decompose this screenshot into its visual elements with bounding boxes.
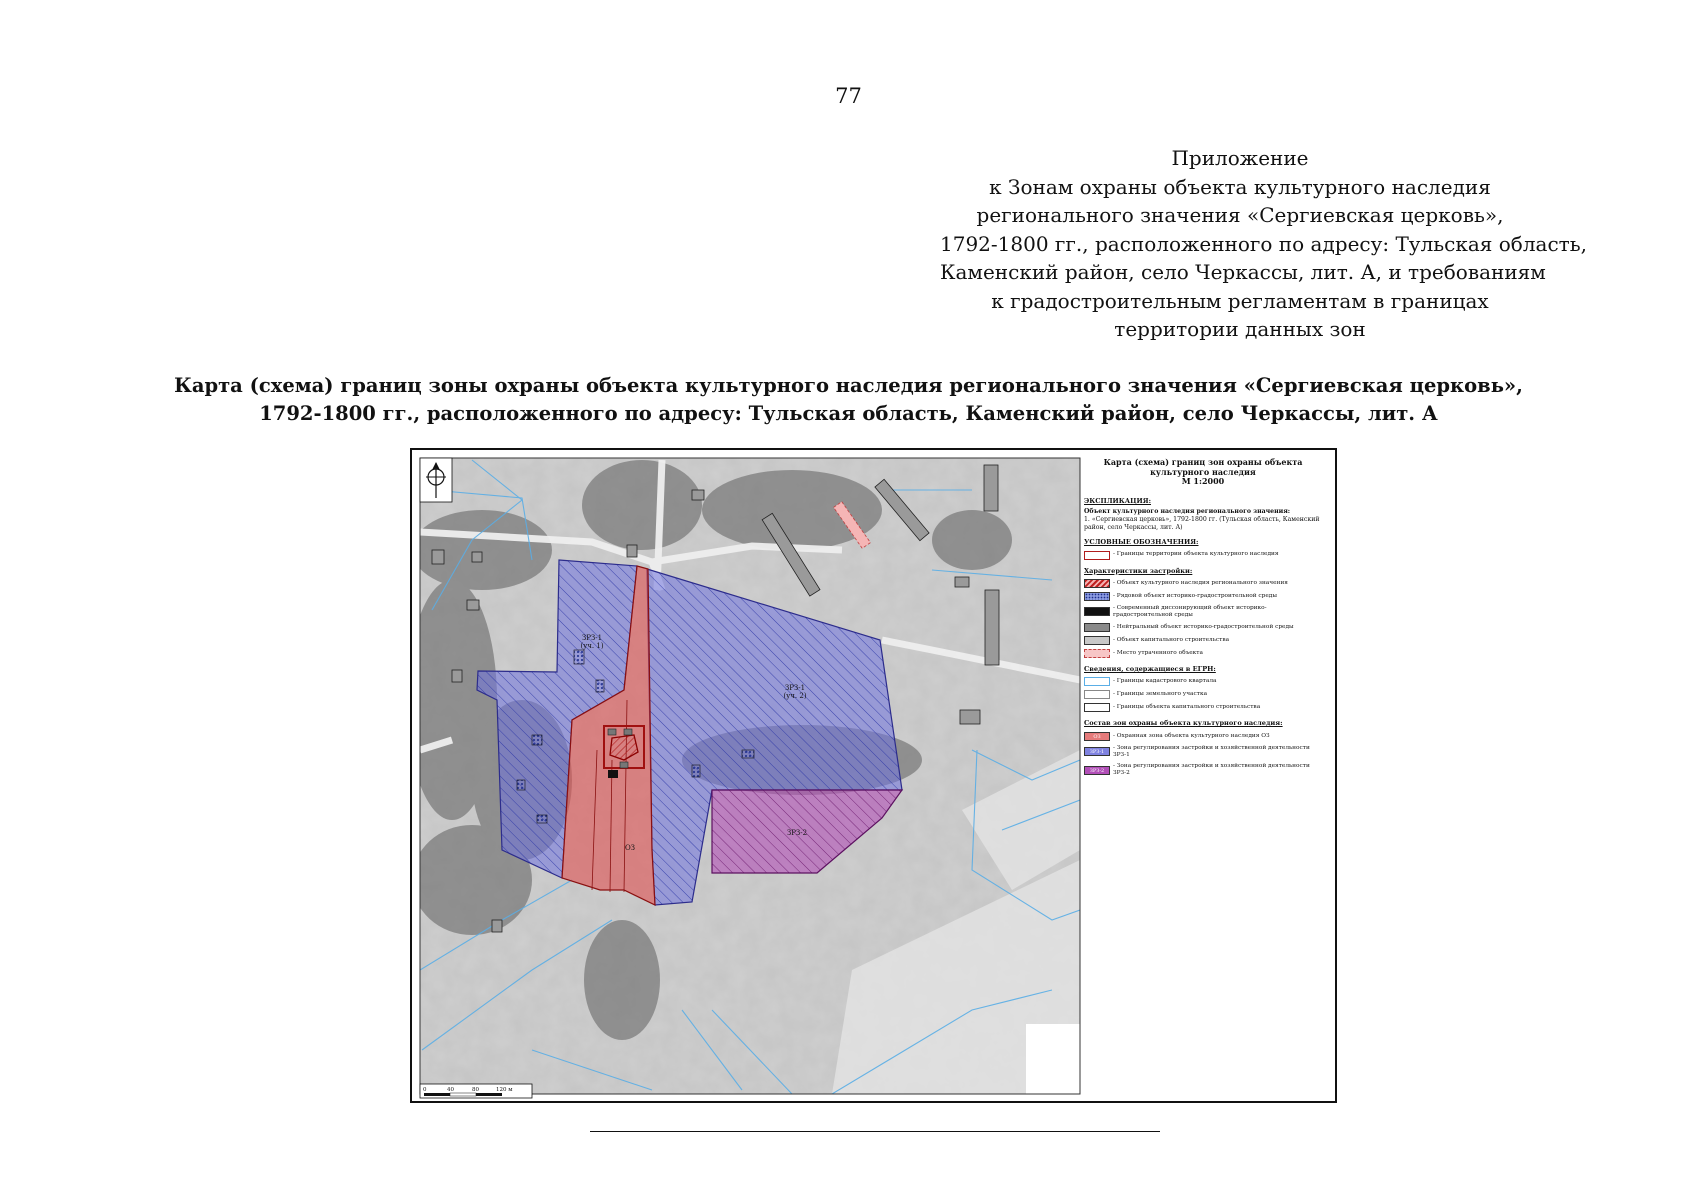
map-title	[0, 372, 1697, 428]
appendix-note	[940, 144, 1587, 344]
scale-label: 40	[447, 1087, 454, 1093]
appendix-line: Приложение	[1171, 146, 1309, 170]
footer-rule	[590, 1131, 1160, 1132]
legend-item-label: - Нейтральный объект историко-градостроительной среды	[1113, 624, 1294, 631]
legend-item	[1084, 690, 1322, 699]
legend-item	[1084, 605, 1322, 619]
legend-swatch	[1084, 592, 1110, 601]
appendix-line: к Зонам охраны объекта культурного наследия	[989, 174, 1491, 199]
scale-label: 0	[423, 1087, 427, 1093]
legend-zone-code: ЗРЗ-2	[1089, 767, 1105, 774]
legend-item-label: - Зона регулирования застройки и хозяйственной деятельности ЗРЗ-1	[1113, 744, 1310, 758]
map-label-zrz1-west: ЗРЗ-1	[581, 634, 603, 642]
legend-swatch	[1084, 703, 1110, 712]
map-title-line: Карта (схема) границ зоны охраны объекта культурного наследия регионального значения «Сергиевская церковь»,	[174, 374, 1523, 397]
legend-item	[1084, 677, 1322, 686]
legend-swatch	[1084, 677, 1110, 686]
legend-item-label: - Объект капитального строительства	[1113, 637, 1230, 644]
map-legend	[1084, 458, 1322, 782]
legend-item	[1084, 649, 1322, 658]
map-label-oz: ОЗ	[624, 844, 636, 852]
map-title-line: 1792-1800 гг., расположенного по адресу: Тульская область, Каменский район, село Черкассы, лит. А	[259, 402, 1438, 425]
appendix-line: Каменский район, село Черкассы, лит. А, и требованиям	[940, 260, 1546, 284]
legend-object-text: 1. «Сергиевская церковь», 1792-1800 гг. (Тульская область, Каменский район, село Черкассы, лит. А)	[1084, 515, 1320, 531]
legend-item	[1084, 745, 1322, 759]
legend-swatch	[1084, 690, 1110, 699]
north-arrow-icon	[420, 458, 452, 502]
legend-item	[1084, 592, 1322, 601]
legend-item-label: - Рядовой объект историко-градостроительной среды	[1113, 592, 1277, 599]
legend-title-line: культурного наследия	[1150, 466, 1256, 477]
map-figure	[410, 448, 1337, 1103]
legend-title	[1084, 458, 1322, 487]
legend-item-label: - Объект культурного наследия регионального значения	[1113, 579, 1288, 586]
legend-explication-header: ЭКСПЛИКАЦИЯ:	[1084, 496, 1151, 505]
appendix-line: территории данных зон	[1114, 317, 1366, 341]
appendix-line: 1792-1800 гг., расположенного по адресу: Тульская область,	[940, 231, 1587, 256]
legend-swatch	[1084, 649, 1110, 658]
legend-swatch	[1084, 551, 1110, 560]
legend-egrn-header: Сведения, содержащиеся в ЕГРН:	[1084, 665, 1216, 674]
legend-item-label: - Охранная зона объекта культурного наследия ОЗ	[1113, 732, 1270, 739]
legend-swatch	[1084, 747, 1110, 756]
legend-swatch	[1084, 732, 1110, 741]
legend-item	[1084, 551, 1322, 560]
legend-item-label: - Границы объекта капитального строительства	[1113, 704, 1261, 711]
legend-item-label: - Границы кадастрового квартала	[1113, 678, 1217, 685]
legend-zone-code: ЗРЗ-1	[1089, 749, 1105, 756]
page-number: 77	[835, 84, 862, 108]
appendix-line: регионального значения «Сергиевская церковь»,	[976, 203, 1504, 227]
legend-item-label: - Границы земельного участка	[1113, 691, 1208, 698]
legend-swatch	[1084, 766, 1110, 775]
legend-item	[1084, 763, 1322, 777]
legend-symbols-header: УСЛОВНЫЕ ОБОЗНАЧЕНИЯ:	[1084, 538, 1199, 547]
legend-item-label: - Современный диссонирующий объект историко-градостроительной среды	[1113, 604, 1267, 618]
map-label-zrz2: ЗРЗ-2	[786, 829, 808, 837]
scale-label: 120 м	[496, 1087, 513, 1093]
legend-item	[1084, 623, 1322, 632]
legend-item	[1084, 579, 1322, 588]
legend-zones-header: Состав зон охраны объекта культурного наследия:	[1084, 719, 1283, 728]
legend-building-header: Характеристики застройки:	[1084, 566, 1193, 575]
legend-swatch	[1084, 607, 1110, 616]
legend-zone-code: ОЗ	[1093, 733, 1101, 740]
legend-object-header: Объект культурного наследия регионального значения:	[1084, 508, 1291, 516]
legend-title-line: М 1:2000	[1181, 476, 1225, 487]
legend-swatch	[1084, 623, 1110, 632]
legend-swatch	[1084, 636, 1110, 645]
legend-item-label: - Зона регулирования застройки и хозяйственной деятельности ЗРЗ-2	[1113, 763, 1310, 777]
legend-swatch	[1084, 579, 1110, 588]
map-label-zrz1-east: ЗРЗ-1	[784, 684, 806, 692]
map-label-zrz1-west-part: (уч. 1)	[580, 642, 604, 650]
legend-title-line: Карта (схема) границ зон охраны объекта	[1103, 457, 1303, 467]
legend-item	[1084, 732, 1322, 741]
scale-label: 80	[472, 1087, 479, 1093]
legend-item	[1084, 703, 1322, 712]
legend-item	[1084, 636, 1322, 645]
legend-item-label: - Место утраченного объекта	[1113, 650, 1203, 657]
map-label-zrz1-east-part: (уч. 2)	[783, 692, 807, 700]
legend-item-label: - Границы территории объекта культурного наследия	[1113, 551, 1279, 558]
appendix-line: к градостроительным регламентам в границах	[991, 288, 1489, 313]
scale-bar	[420, 1084, 532, 1098]
